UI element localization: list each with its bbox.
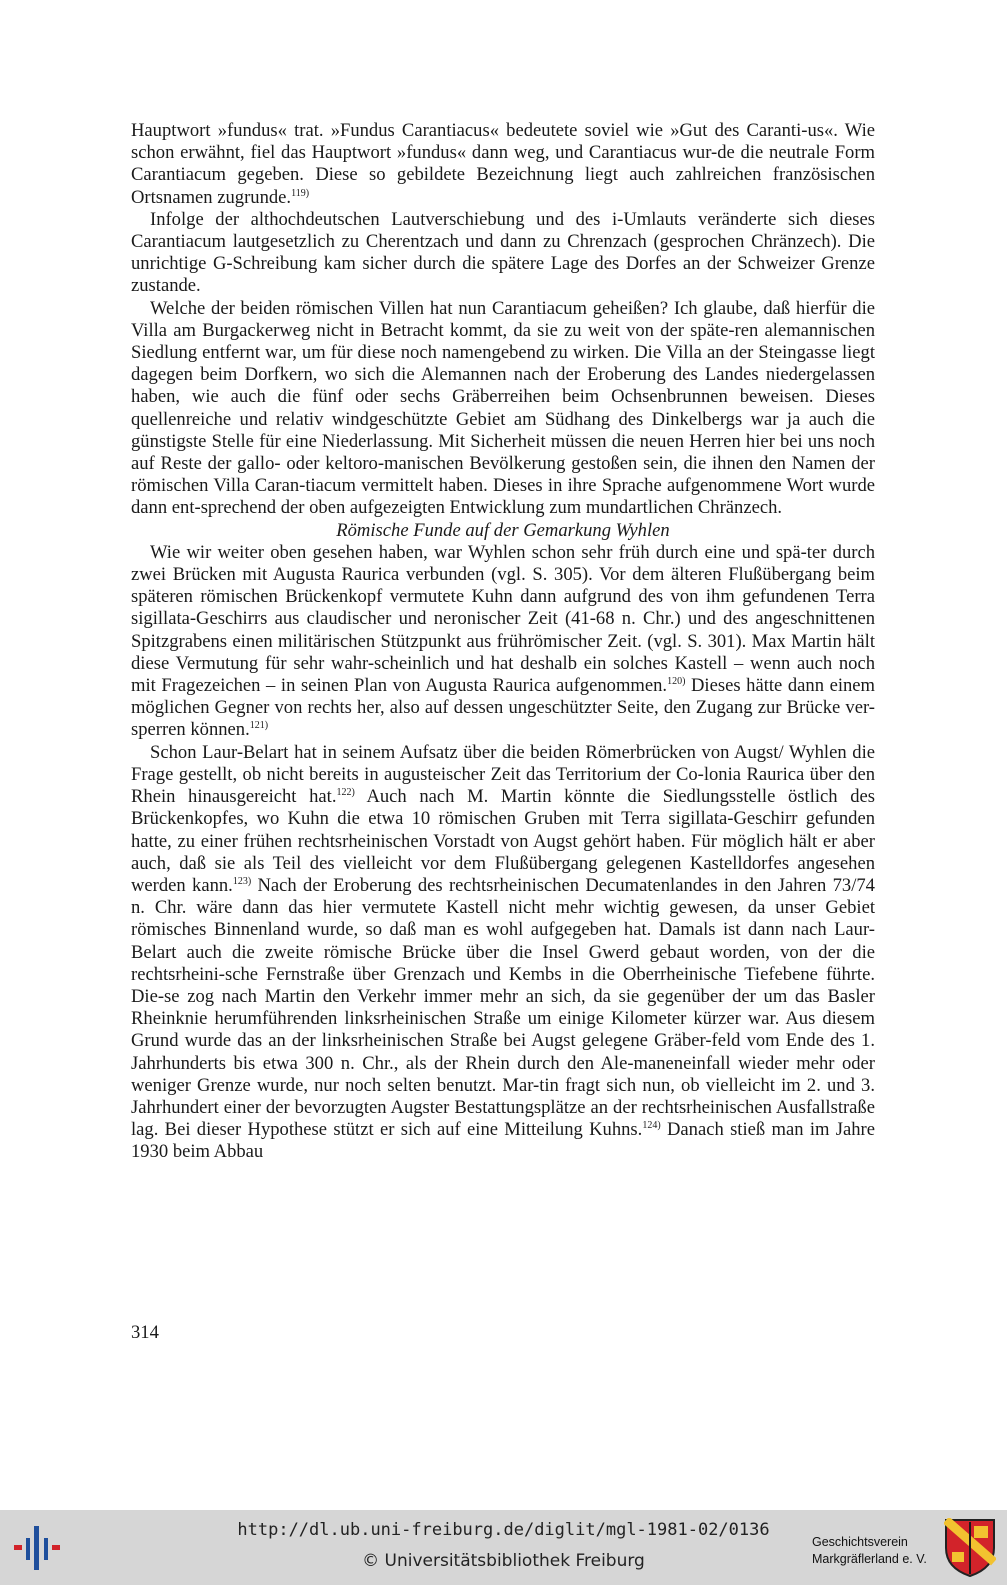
footnote-ref: 121) [249,720,269,732]
coat-of-arms-icon [944,1518,996,1578]
section-heading: Römische Funde auf der Gemarkung Wyhlen [336,519,670,541]
paragraph: Welche der beiden römischen Villen hat nun Carantiacum geheißen? Ich glaube, daß hierfür die Villa am Burgackerweg nicht in Betracht kommt, da sie zu weit von der späte-ren alemannischen Siedlung entfernt war, um für diese noch namengebend zu wirken. Die Villa an der Steingasse liegt dagegen beim Dorfkern, wo sich die Alemannen nach der Eroberung des Landes niedergelassen haben, wie auch die fünf oder sechs Gräberreihen beim Ochsenbrunnen beweisen. Dieses quellenreiche und relativ windgeschützte Gebiet am Südhang des Dinkelbergs war ja auch die günstigste Stelle für eine Niederlassung. Mit Sicherheit müssen die neuen Herren hier bei uns noch auf Reste der gallo- oder keltoro-manischen Bevölkerung gestoßen sein, die ihnen den Namen der römischen Villa Caran-tiacum vermittelt haben. Dieses in ihre Sprache aufgenommene Wort wurde dann ent-sprechend der oben aufgezeigten Entwicklung zum mundartlichen Chränzech. [131,297,875,519]
paragraph [131,742,875,1164]
footnote-ref: 119) [291,187,310,199]
paragraph-text: Schon Laur-Belart hat in seinem Aufsatz über die beiden Römerbrücken von Augst/ Wyhlen die Frage gestellt, ob nicht bereits in augusteischer Zeit das Territorium der Co-lonia Raurica über den Rhein hinausgereicht hat. [131,741,875,808]
paragraph-text: Danach stieß man im Jahre 1930 beim Abbau [131,1119,876,1163]
society-line: Geschichtsverein [812,1535,908,1549]
footnote-ref: 124) [642,1120,661,1132]
paragraph [131,542,875,742]
footnote-ref: 123) [232,875,252,887]
paragraph [131,120,875,209]
paragraph-text: Auch nach M. Martin könnte die Siedlungsstelle östlich des Brückenkopfes, wo Kuhn die etwa 10 römischen Gruben mit Terra sigillata-Geschirr gefunden hatte, zu einer frühen rechtsrheinischen Vorstadt von Augst gehört haben. Für möglich hält er aber auch, daß sie als Teil des vielleicht vor dem Flußübergang gelegenen Kastelldorfes angesehen werden kann. [131,786,875,896]
society-name [812,1534,942,1568]
paragraph: Infolge der althochdeutschen Lautverschiebung und des i-Umlauts veränderte sich dieses Carantiacum lautgesetzlich zu Cherentzach und dann zu Chrenzach (gesprochen Chränzech). Die unrichtige G-Schreibung kam sicher durch die spätere Lage des Dorfes an der Schweizer Grenze zustande. [131,208,875,297]
footnote-ref: 122) [336,787,355,799]
permalink-url[interactable]: http://dl.ub.uni-freiburg.de/diglit/mgl-1981-02/0136 [237,1520,770,1540]
copyright-text: © Universitätsbibliothek Freiburg [362,1551,645,1571]
paragraph-text: Hauptwort »fundus« trat. »Fundus Carantiacus« bedeutete soviel wie »Gut des Caranti-us«. Wie schon erwähnt, fiel das Hauptwort »fundus« dann weg, und Carantiacus wur-de die neutrale Form Carantiacum gegeben. Diese so gebildete Bezeichnung liegt auch zahlreichen französischen Ortsnamen zugrunde. [131,120,875,208]
paragraph-text: Dieses hätte dann einem möglichen Gegner von rechts her, also auf dessen ungeschützter Seite, den Zugang zur Brücke ver-sperren können. [131,675,876,741]
page-number: 314 [131,1322,159,1343]
society-line: Markgräflerland e. V. [812,1552,927,1566]
body-text [131,120,875,1164]
paragraph-text: Wie wir weiter oben gesehen haben, war Wyhlen schon sehr früh durch eine und spä-ter durch zwei Brücken mit Augusta Raurica verbunden (vgl. S. 305). Vor dem älteren Flußübergang beim späteren römischen Brückenkopf vermutete Kuhn dann aufgrund des von ihm gefundenen Terra sigillata-Geschirrs aus claudischer und neronischer Zeit (41-68 n. Chr.) und des angeschnittenen Spitzgrabens einen militärischen Stützpunkt aus frührömischer Zeit. (vgl. S. 301). Max Martin hält diese Vermutung für sehr wahr-scheinlich und hat deshalb ein solches Kastell – wenn auch noch mit Fragezeichen – in seinen Plan von Augusta Raurica aufgenommen. [131,541,875,697]
footnote-ref: 120) [667,676,686,688]
viewer-footer [0,1510,1007,1585]
paragraph-text: Nach der Eroberung des rechtsrheinischen Decumatenlandes in den Jahren 73/74 n. Chr. wäre dann das hier vermutete Kastell nicht mehr wichtig gewesen, da unser Gebiet römisches Binnenland wurde, so daß man es wohl aufgegeben hat. Damals ist dann nach Laur-Belart auch die zweite römische Brücke über die Insel Gwerd gebaut worden, von der die rechtsrheini-sche Fernstraße über Grenzach und Kembs in die Oberrheinische Tiefebene führte. Die-se zog nach Martin den Verkehr immer mehr an sich, da sie gegenüber der um das Basler Rheinknie herumführenden linksrheinischen Straße um einige Kilometer kürzer war. Aus diesem Grund wurde das an der linksrheinischen Straße bei Augst gelegene Gräber-feld vom Ende des 1. Jahrhunderts bis etwa 300 n. Chr., als der Rhein durch den Ale-maneneinfall wieder mehr oder weniger Grenze wurde, nur noch selten benutzt. Mar-tin fragt sich nun, ob vielleicht im 2. und 3. Jahrhundert einer der bevorzugten Augster Bestattungsplätze an der rechtsrheinischen Ausfallstraße lag. Bei dieser Hypothese stützt er sich auf eine Mitteilung Kuhns. [131,874,875,1141]
